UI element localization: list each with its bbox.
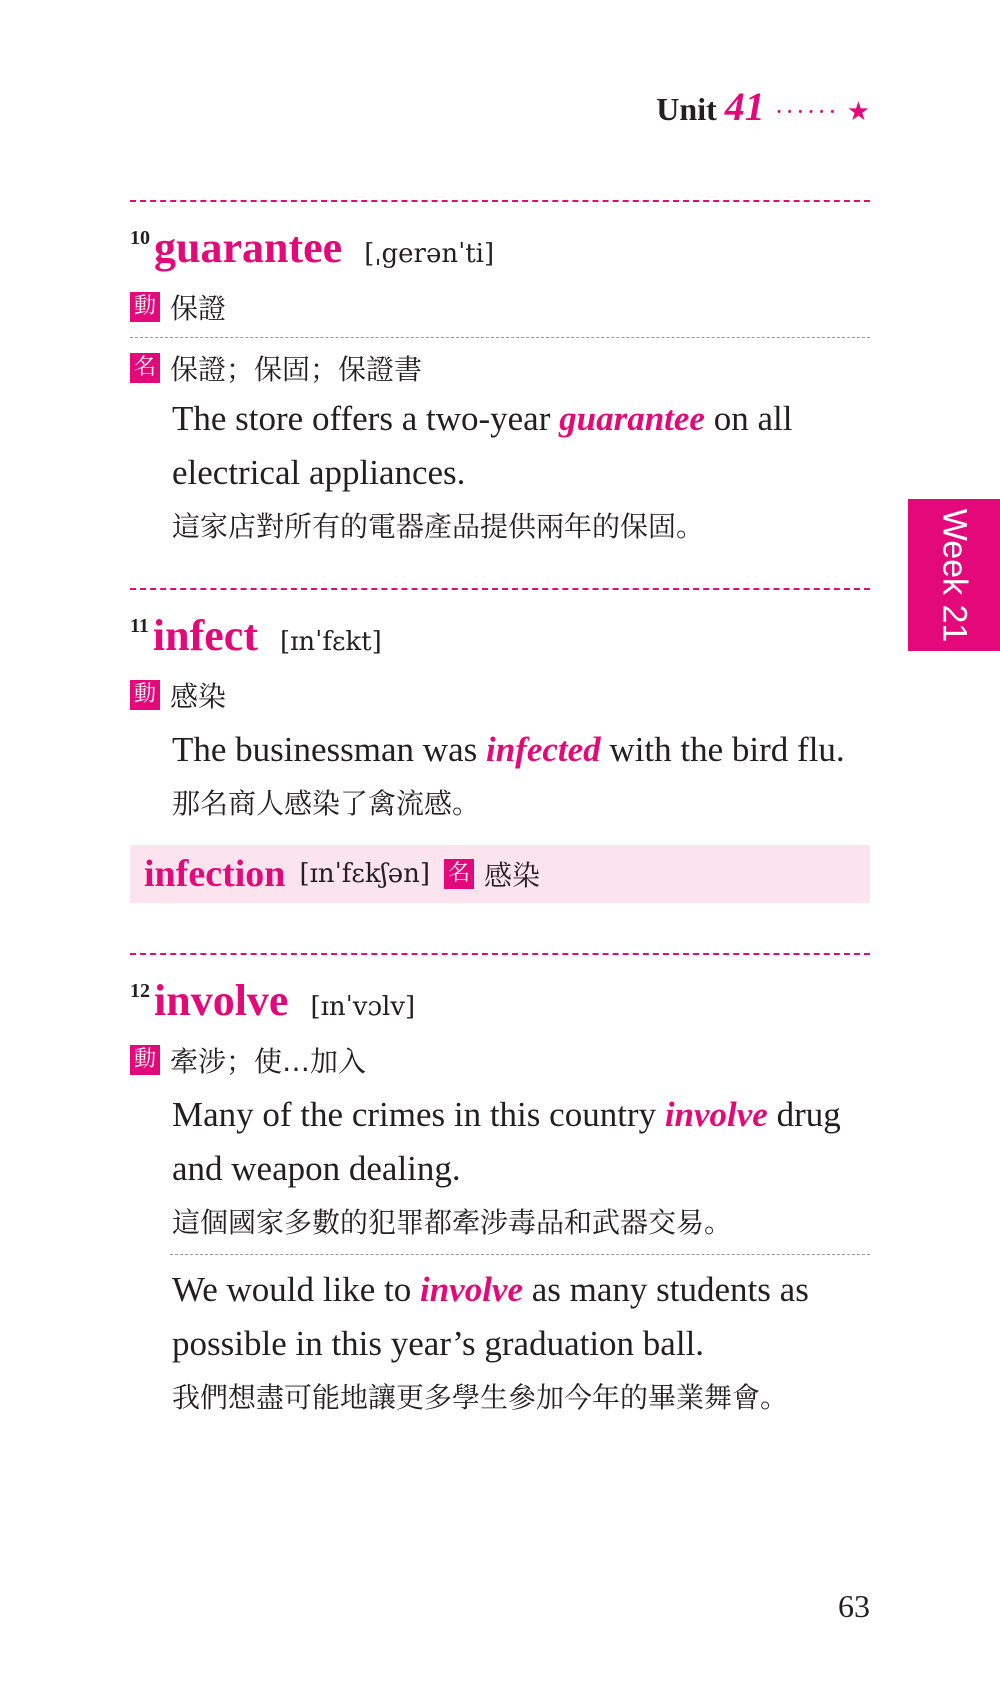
pos-badge: 動 xyxy=(130,1045,160,1075)
derivative-definition: 感染 xyxy=(483,859,540,892)
entry-separator xyxy=(130,588,870,590)
unit-label: Unit xyxy=(656,91,717,127)
highlighted-word: infected xyxy=(485,730,601,769)
entry-separator xyxy=(130,200,870,202)
sense xyxy=(130,289,870,325)
entry-number: 12 xyxy=(130,980,150,1002)
entry-number: 10 xyxy=(130,227,150,249)
example-divider xyxy=(170,1254,870,1255)
sense xyxy=(130,350,870,386)
vocab-list xyxy=(130,0,870,1425)
definition: 保證 xyxy=(170,292,227,325)
sense xyxy=(130,1042,870,1078)
entry-header xyxy=(130,975,870,1026)
week-tab-label: Week 21 xyxy=(935,508,974,642)
example-sentence: The store offers a two-year guarantee on all electrical appliances. xyxy=(172,399,793,492)
pronunciation: [ɪnˈfɛkt] xyxy=(279,627,382,657)
example-translation: 我們想盡可能地讓更多學生參加今年的畢業舞會。 xyxy=(172,1381,789,1414)
highlighted-word: guarantee xyxy=(559,399,705,438)
example-translation: 這家店對所有的電器產品提供兩年的保固。 xyxy=(172,510,705,543)
pronunciation: [ˌgerənˈti] xyxy=(364,239,495,269)
derivative-pronunciation: [ɪnˈfɛkʃən] xyxy=(299,859,430,889)
example-translation: 這個國家多數的犯罪都牽涉毒品和武器交易。 xyxy=(172,1206,733,1239)
derivative-box xyxy=(130,845,870,903)
page-number: 63 xyxy=(838,1588,870,1624)
pos-badge: 動 xyxy=(130,680,160,710)
sense-divider xyxy=(130,337,870,338)
definition: 保證；保固；保證書 xyxy=(170,353,423,386)
entry-number: 11 xyxy=(130,615,149,637)
example-translation: 那名商人感染了禽流感。 xyxy=(172,787,481,820)
highlighted-word: involve xyxy=(664,1095,768,1134)
entry-header xyxy=(130,222,870,273)
star-icon: ★ xyxy=(846,97,870,126)
pos-badge: 名 xyxy=(444,859,474,889)
definition: 感染 xyxy=(170,680,227,713)
unit-number: 41 xyxy=(724,84,765,129)
pronunciation: [ɪnˈvɔlv] xyxy=(310,992,416,1022)
pos-badge: 名 xyxy=(130,353,160,383)
sense xyxy=(130,677,870,713)
example-sentence: The businessman was infected with the bird flu. xyxy=(172,730,845,769)
entry-header xyxy=(130,610,870,661)
entry-separator xyxy=(130,953,870,955)
example-sentence: We would like to involve as many students as possible in this year’s graduation ball. xyxy=(172,1270,809,1363)
headword: infect xyxy=(152,611,258,660)
highlighted-word: involve xyxy=(419,1270,524,1309)
headword: guarantee xyxy=(154,223,343,272)
definition: 牽涉；使…加入 xyxy=(170,1045,367,1078)
derivative-word: infection xyxy=(144,853,286,895)
example-sentence: Many of the crimes in this country involve drug and weapon dealing. xyxy=(172,1095,841,1188)
pos-badge: 動 xyxy=(130,292,160,322)
headword: involve xyxy=(154,976,289,1025)
header-dots: ······ xyxy=(774,97,839,126)
week-tab xyxy=(908,499,1000,651)
